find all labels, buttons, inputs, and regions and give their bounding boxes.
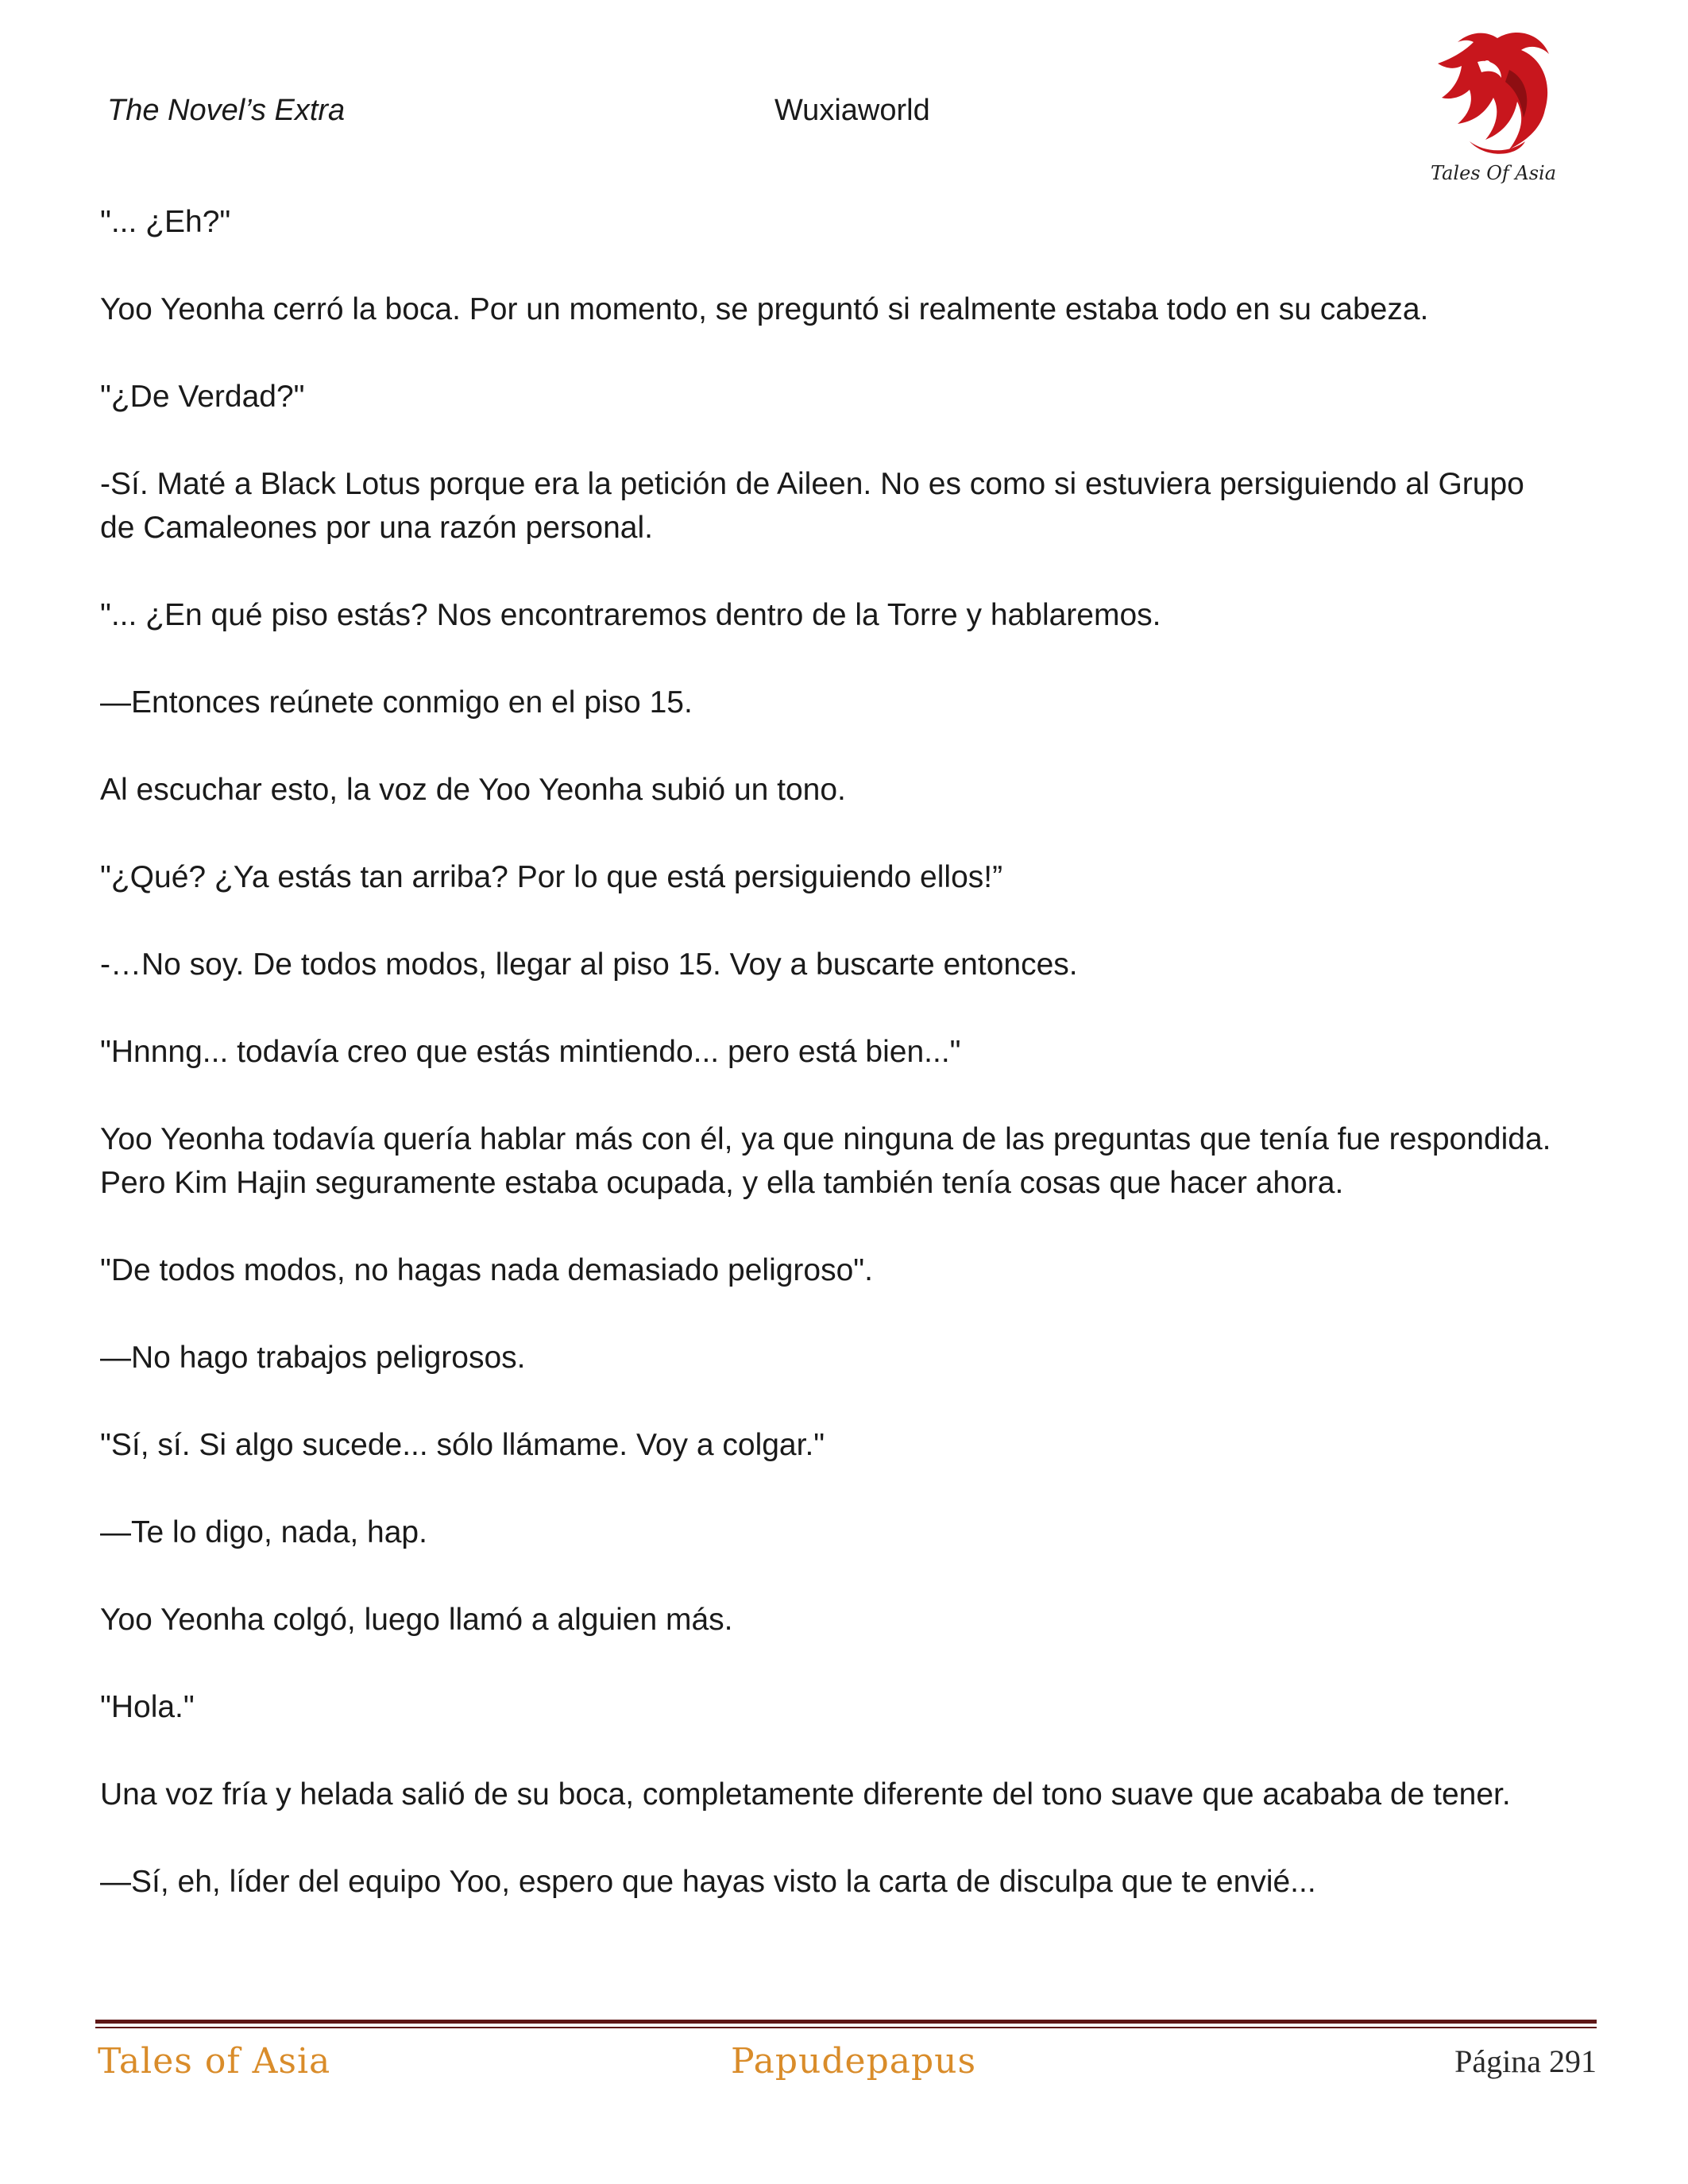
paragraph: -…No soy. De todos modos, llegar al piso 15. Voy a buscarte entonces.	[100, 947, 1078, 982]
paragraph: —Sí, eh, líder del equipo Yoo, espero que hayas visto la carta de disculpa que te envié...	[100, 1865, 1316, 1899]
page-number: Página 291	[1454, 2043, 1597, 2079]
paragraph: "... ¿Eh?"	[100, 205, 231, 239]
footer-translator: Papudepapus	[731, 2041, 977, 2082]
svg-text:Tales Of Asia: Tales Of Asia	[1430, 162, 1557, 184]
paragraph: Al escuchar esto, la voz de Yoo Yeonha subió un tono.	[100, 773, 846, 807]
footer-publisher: Tales of Asia	[98, 2041, 331, 2082]
page-body	[100, 200, 1562, 1947]
paragraph: —Te lo digo, nada, hap.	[100, 1515, 427, 1549]
paragraph: "Sí, sí. Si algo sucede... sólo llámame. Voy a colgar."	[100, 1428, 825, 1462]
footer-divider-thick	[95, 2020, 1597, 2024]
paragraph: Yoo Yeonha cerró la boca. Por un momento, se preguntó si realmente estaba todo en su cabeza.	[100, 292, 1429, 326]
tales-of-asia-logo	[1422, 22, 1565, 189]
paragraph: "Hola."	[100, 1690, 195, 1724]
paragraph: "De todos modos, no hagas nada demasiado peligroso".	[100, 1253, 873, 1287]
paragraph: Una voz fría y helada salió de su boca, completamente diferente del tono suave que acababa de tener.	[100, 1777, 1511, 1812]
paragraph: —Entonces reúnete conmigo en el piso 15.	[100, 685, 693, 720]
footer-divider-thin	[95, 2027, 1597, 2028]
paragraph: "... ¿En qué piso estás? Nos encontraremos dentro de la Torre y hablaremos.	[100, 598, 1161, 632]
header-site-name: Wuxiaworld	[774, 94, 930, 127]
paragraph: "Hnnng... todavía creo que estás mintiendo... pero está bien..."	[100, 1035, 961, 1069]
paragraph: -Sí. Maté a Black Lotus porque era la petición de Aileen. No es como si estuviera persiguiendo al Grupo de Camaleones por una razón personal.	[100, 467, 1524, 545]
paragraph: Yoo Yeonha colgó, luego llamó a alguien más.	[100, 1603, 733, 1637]
header-novel-title: The Novel’s Extra	[107, 94, 346, 127]
paragraph: Yoo Yeonha todavía quería hablar más con él, ya que ninguna de las preguntas que tenía fue respondida. Pero Kim Hajin seguramente estaba ocupada, y ella también tenía cosas que hacer ahora.	[100, 1122, 1551, 1200]
paragraph: —No hago trabajos peligrosos.	[100, 1341, 526, 1375]
paragraph: "¿De Verdad?"	[100, 380, 305, 414]
paragraph: "¿Qué? ¿Ya estás tan arriba? Por lo que está persiguiendo ellos!”	[100, 860, 1003, 894]
